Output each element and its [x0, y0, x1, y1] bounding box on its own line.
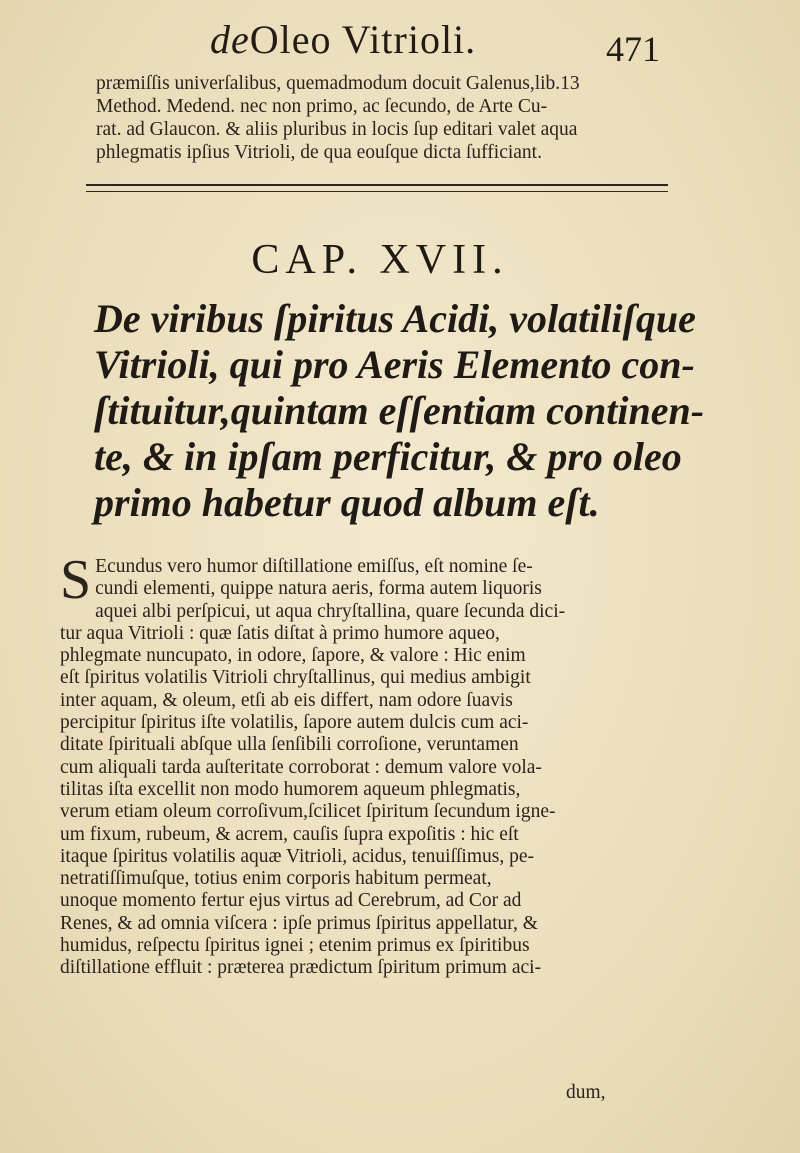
top-paragraph-line: phlegmatis ipſius Vitrioli, de qua eouſque dicta ſufficiant. — [96, 142, 542, 163]
body-line: humidus, reſpectu ſpiritus ignei ; etenim primus ex ſpiritibus — [60, 935, 530, 957]
chapter-title-line: primo habetur quod album eſt. — [94, 480, 600, 525]
section-divider-rule — [86, 184, 668, 192]
chapter-title — [94, 296, 714, 526]
body-line: phlegmate nuncupato, in odore, ſapore, & valore : Hic enim — [60, 645, 526, 667]
chapter-heading: CAP. XVII. — [251, 237, 509, 283]
running-title — [210, 16, 476, 63]
body-line: aquei albi perſpicui, ut aqua chryſtallina, quare ſecunda dici- — [95, 600, 566, 622]
body-line: verum etiam oleum corroſivum,ſcilicet ſpiritum ſecundum igne- — [60, 801, 556, 823]
body-line: netratiſſimuſque, totius enim corporis habitum permeat, — [60, 868, 492, 890]
body-line: itaque ſpiritus volatilis aquæ Vitrioli, acidus, tenuiſſimus, pe- — [60, 845, 534, 867]
body-line: Ecundus vero humor diſtillatione emiſſus, eſt nomine ſe- — [95, 556, 533, 577]
top-paragraph-line: rat. ad Glaucon. & aliis pluribus in locis ſup editari valet aqua — [96, 119, 578, 140]
body-line: ditate ſpirituali abſque ulla ſenſibili corroſione, veruntamen — [60, 734, 519, 756]
body-line: diſtillatione effluit : præterea prædictum ſpiritum primum aci- — [60, 957, 542, 979]
body-line: percipitur ſpiritus iſte volatilis, ſapore autem dulcis cum aci- — [60, 712, 529, 734]
top-paragraph-line: præmiſſis univerſalibus, quemadmodum docuit Galenus,lib.13 — [96, 73, 580, 94]
body-line: eſt ſpiritus volatilis Vitrioli chryſtallinus, qui medius ambigit — [60, 667, 531, 689]
drop-cap: S — [60, 549, 92, 611]
chapter-title-line: ſtituitur,quintam eſſentiam continen- — [94, 388, 705, 433]
chapter-title-line: Vitrioli, qui pro Aeris Elemento con- — [94, 342, 695, 387]
chapter-title-line: te, & in ipſam perficitur, & pro oleo — [94, 434, 682, 479]
body-line: Renes, & ad omnia viſcera : ipſe primus ſpiritus appellatur, & — [60, 912, 538, 934]
running-title-prefix: de — [210, 17, 250, 62]
body-line: tilitas iſta excellit non modo humorem aqueum phlegmatis, — [60, 778, 521, 800]
chapter-title-line: De viribus ſpiritus Acidi, volatiliſque — [94, 296, 696, 341]
catchword: dum, — [566, 1082, 606, 1103]
body-line: inter aquam, & oleum, etſi ab eis differt, nam odore ſuavis — [60, 689, 513, 711]
body-text — [60, 549, 672, 980]
top-paragraph — [96, 72, 656, 164]
page-number: 471 — [606, 29, 660, 69]
body-line: cundi elementi, quippe natura aeris, forma autem liquoris — [95, 578, 542, 600]
running-title-text: Oleo Vitrioli. — [249, 17, 477, 62]
body-line: um fixum, rubeum, & acrem, cauſis ſupra expoſitis : hic eſt — [60, 823, 519, 845]
running-head — [210, 14, 660, 69]
body-line: cum aliquali tarda auſteritate corroborat : demum valore vola- — [60, 756, 542, 778]
body-line: unoque momento fertur ejus virtus ad Cerebrum, ad Cor ad — [60, 890, 522, 912]
top-paragraph-line: Method. Medend. nec non primo, ac ſecundo, de Arte Cu- — [96, 96, 548, 117]
body-line: tur aqua Vitrioli : quæ ſatis diſtat à primo humore aqueo, — [60, 622, 500, 644]
